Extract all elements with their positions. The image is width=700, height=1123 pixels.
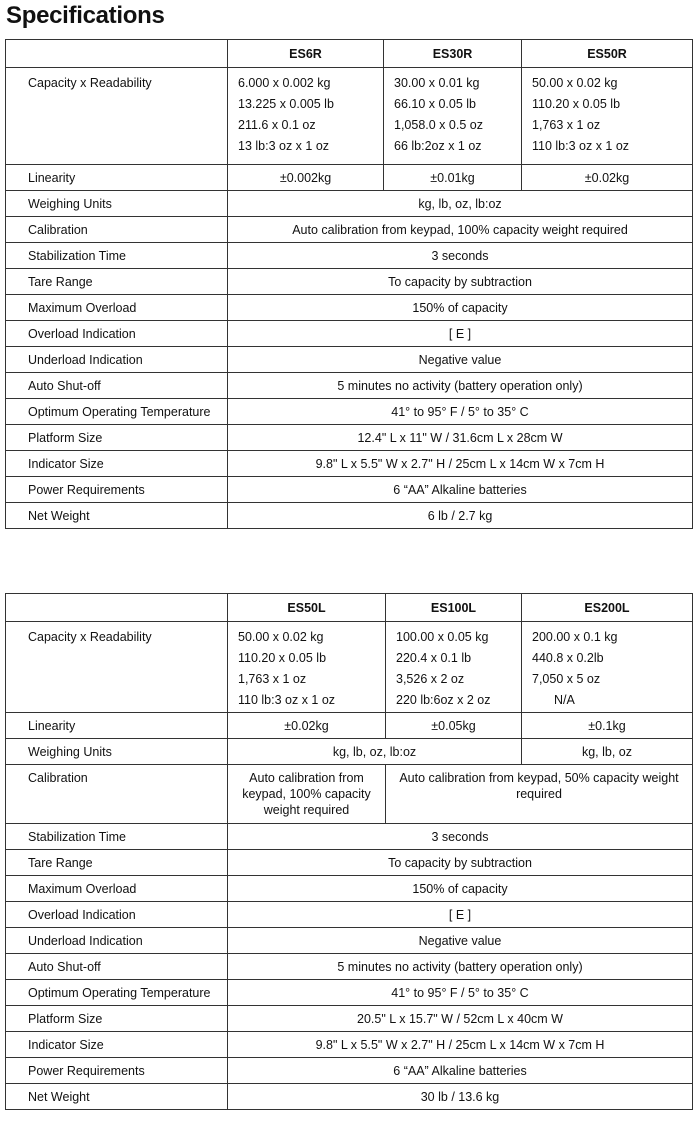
row-value: Auto calibration from keypad, 100% capacity weight required	[228, 217, 693, 243]
model-header: ES50L	[228, 594, 386, 622]
linearity-cell: ±0.05kg	[386, 713, 522, 739]
spec-row	[6, 954, 693, 980]
row-value: 150% of capacity	[228, 876, 693, 902]
capacity-line: 66.10 x 0.05 lb	[394, 97, 477, 111]
capacity-line: 66 lb:2oz x 1 oz	[394, 139, 482, 153]
row-label: Weighing Units	[6, 191, 228, 217]
linearity-row	[6, 713, 693, 739]
spec-row	[6, 824, 693, 850]
spec-table-l-series	[5, 593, 693, 1110]
linearity-cell: ±0.01kg	[384, 165, 522, 191]
row-label: Maximum Overload	[6, 295, 228, 321]
spec-row	[6, 243, 693, 269]
row-value: 5 minutes no activity (battery operation only)	[228, 954, 693, 980]
row-label: Linearity	[6, 165, 228, 191]
row-label: Stabilization Time	[6, 243, 228, 269]
row-label: Power Requirements	[6, 477, 228, 503]
row-value: [ E ]	[228, 321, 693, 347]
capacity-cell	[522, 68, 693, 165]
spec-row	[6, 876, 693, 902]
row-value: To capacity by subtraction	[228, 850, 693, 876]
spec-row	[6, 347, 693, 373]
capacity-line: 3,526 x 2 oz	[396, 672, 465, 686]
units-cell: kg, lb, oz	[522, 739, 693, 765]
linearity-row	[6, 165, 693, 191]
row-label: Linearity	[6, 713, 228, 739]
header-row	[6, 40, 693, 68]
linearity-cell: ±0.02kg	[522, 165, 693, 191]
row-label: Net Weight	[6, 1084, 228, 1110]
row-label: Auto Shut-off	[6, 954, 228, 980]
spec-row	[6, 503, 693, 529]
linearity-cell: ±0.002kg	[228, 165, 384, 191]
spec-row	[6, 425, 693, 451]
model-header: ES50R	[522, 40, 693, 68]
model-header: ES30R	[384, 40, 522, 68]
row-label: Overload Indication	[6, 321, 228, 347]
row-value: kg, lb, oz, lb:oz	[228, 191, 693, 217]
row-value: Negative value	[228, 347, 693, 373]
row-label: Weighing Units	[6, 739, 228, 765]
capacity-line: 200.00 x 0.1 kg	[532, 630, 618, 644]
capacity-line: 1,763 x 1 oz	[238, 672, 307, 686]
spec-row	[6, 1006, 693, 1032]
row-value: 12.4" L x 11" W / 31.6cm L x 28cm W	[228, 425, 693, 451]
row-label: Tare Range	[6, 850, 228, 876]
row-label: Indicator Size	[6, 1032, 228, 1058]
model-header: ES6R	[228, 40, 384, 68]
capacity-cell	[228, 622, 386, 713]
header-blank	[6, 40, 228, 68]
spec-row	[6, 980, 693, 1006]
linearity-cell: ±0.1kg	[522, 713, 693, 739]
row-value: 9.8" L x 5.5" W x 2.7" H / 25cm L x 14cm W x 7cm H	[228, 451, 693, 477]
spec-table-r-series	[5, 39, 693, 529]
row-value: 30 lb / 13.6 kg	[228, 1084, 693, 1110]
spec-row	[6, 1058, 693, 1084]
capacity-row	[6, 622, 693, 713]
spec-row	[6, 217, 693, 243]
row-value: Negative value	[228, 928, 693, 954]
model-header: ES200L	[522, 594, 693, 622]
row-value: 5 minutes no activity (battery operation only)	[228, 373, 693, 399]
capacity-line: 50.00 x 0.02 kg	[238, 630, 324, 644]
capacity-cell	[386, 622, 522, 713]
spec-row	[6, 477, 693, 503]
capacity-cell	[384, 68, 522, 165]
header-row	[6, 594, 693, 622]
capacity-line: 6.000 x 0.002 kg	[238, 76, 331, 90]
spec-row	[6, 295, 693, 321]
row-label: Tare Range	[6, 269, 228, 295]
capacity-line: 1,058.0 x 0.5 oz	[394, 118, 483, 132]
capacity-line: 100.00 x 0.05 kg	[396, 630, 489, 644]
row-value: To capacity by subtraction	[228, 269, 693, 295]
row-label: Underload Indication	[6, 928, 228, 954]
spec-row	[6, 373, 693, 399]
capacity-cell	[522, 622, 693, 713]
row-value: 3 seconds	[228, 824, 693, 850]
capacity-line: 50.00 x 0.02 kg	[532, 76, 618, 90]
calibration-row	[6, 765, 693, 824]
spec-row	[6, 451, 693, 477]
linearity-cell: ±0.02kg	[228, 713, 386, 739]
spec-row	[6, 1032, 693, 1058]
row-label: Platform Size	[6, 1006, 228, 1032]
page-title: Specifications	[6, 2, 165, 29]
spec-row	[6, 191, 693, 217]
row-value: 41° to 95° F / 5° to 35° C	[228, 980, 693, 1006]
row-label: Underload Indication	[6, 347, 228, 373]
row-label: Platform Size	[6, 425, 228, 451]
row-value: 41° to 95° F / 5° to 35° C	[228, 399, 693, 425]
spec-row	[6, 269, 693, 295]
calibration-cell: Auto calibration from keypad, 100% capacity weight required	[228, 765, 386, 824]
units-cell: kg, lb, oz, lb:oz	[228, 739, 522, 765]
capacity-line: 110 lb:3 oz x 1 oz	[238, 693, 336, 707]
row-label: Optimum Operating Temperature	[6, 399, 228, 425]
row-value: 6 “AA” Alkaline batteries	[228, 477, 693, 503]
capacity-row	[6, 68, 693, 165]
capacity-line: 110.20 x 0.05 lb	[238, 651, 327, 665]
capacity-line: 211.6 x 0.1 oz	[238, 118, 316, 132]
spec-row	[6, 1084, 693, 1110]
row-value: 6 lb / 2.7 kg	[228, 503, 693, 529]
row-label: Optimum Operating Temperature	[6, 980, 228, 1006]
row-value: 3 seconds	[228, 243, 693, 269]
row-label: Capacity x Readability	[6, 68, 228, 165]
capacity-cell	[228, 68, 384, 165]
capacity-line: 440.8 x 0.2lb	[532, 651, 604, 665]
row-value: 6 “AA” Alkaline batteries	[228, 1058, 693, 1084]
row-value: 20.5" L x 15.7" W / 52cm L x 40cm W	[228, 1006, 693, 1032]
capacity-line: 13 lb:3 oz x 1 oz	[238, 139, 330, 153]
row-label: Net Weight	[6, 503, 228, 529]
capacity-line: 1,763 x 1 oz	[532, 118, 601, 132]
row-label: Stabilization Time	[6, 824, 228, 850]
row-label: Auto Shut-off	[6, 373, 228, 399]
model-header: ES100L	[386, 594, 522, 622]
row-label: Calibration	[6, 217, 228, 243]
spec-row	[6, 321, 693, 347]
row-label: Overload Indication	[6, 902, 228, 928]
row-label: Indicator Size	[6, 451, 228, 477]
header-blank	[6, 594, 228, 622]
row-label: Maximum Overload	[6, 876, 228, 902]
capacity-line: N/A	[554, 693, 575, 707]
capacity-line: 7,050 x 5 oz	[532, 672, 601, 686]
spec-row	[6, 399, 693, 425]
capacity-line: 220 lb:6oz x 2 oz	[396, 693, 491, 707]
row-value: 9.8" L x 5.5" W x 2.7" H / 25cm L x 14cm W x 7cm H	[228, 1032, 693, 1058]
capacity-line: 13.225 x 0.005 lb	[238, 97, 334, 111]
capacity-line: 220.4 x 0.1 lb	[396, 651, 472, 665]
row-label: Calibration	[6, 765, 228, 824]
row-value: [ E ]	[228, 902, 693, 928]
spec-row	[6, 850, 693, 876]
spec-row	[6, 928, 693, 954]
capacity-line: 30.00 x 0.01 kg	[394, 76, 480, 90]
row-label: Power Requirements	[6, 1058, 228, 1084]
units-row	[6, 739, 693, 765]
row-label: Capacity x Readability	[6, 622, 228, 713]
capacity-line: 110 lb:3 oz x 1 oz	[532, 139, 630, 153]
calibration-cell: Auto calibration from keypad, 50% capacity weight required	[386, 765, 693, 824]
capacity-line: 110.20 x 0.05 lb	[532, 97, 621, 111]
spec-row	[6, 902, 693, 928]
row-value: 150% of capacity	[228, 295, 693, 321]
